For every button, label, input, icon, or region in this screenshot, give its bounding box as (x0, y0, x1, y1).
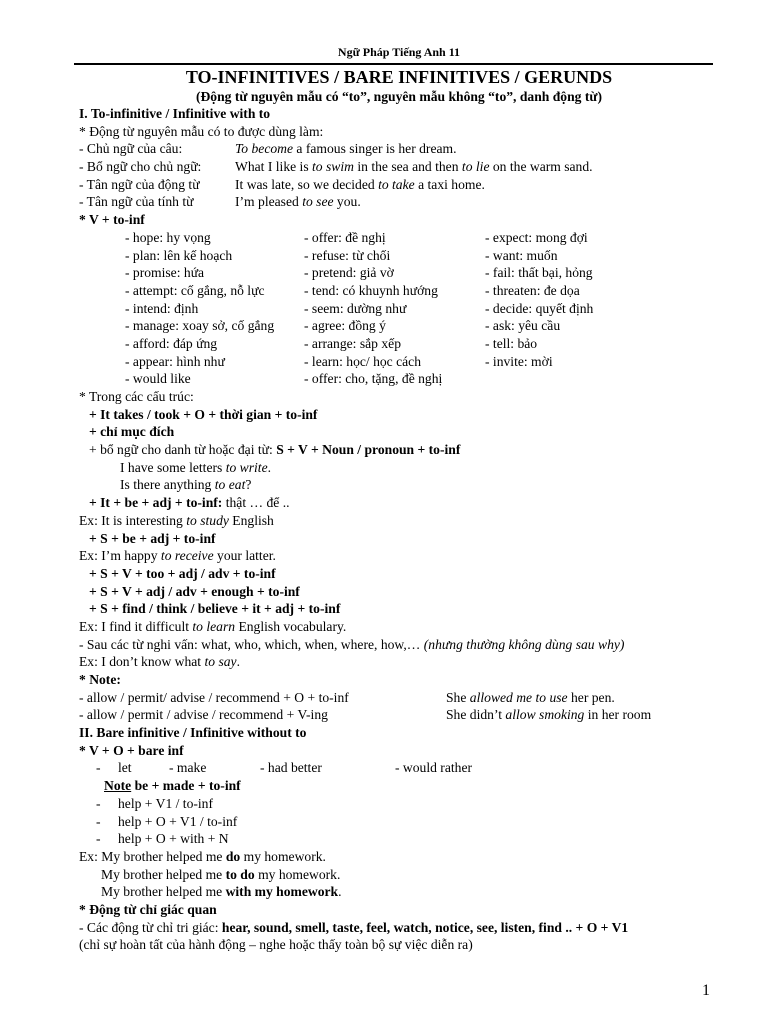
example-know: Ex: I don’t know what to say. (79, 654, 240, 670)
verb-item: - appear: hình như (125, 353, 225, 369)
help-row (79, 795, 719, 813)
verb-item: - tend: có khuynh hướng (304, 282, 438, 298)
structure-s-be-adj: + S + be + adj + to-inf (89, 530, 216, 546)
verb-item: - want: muốn (485, 247, 558, 263)
section1-intro: * Động từ nguyên mẫu có to được dùng làm: (79, 123, 324, 139)
example-letters: I have some letters to write. (120, 459, 272, 475)
example-help-1: Ex: My brother helped me do my homework. (79, 848, 326, 864)
bare-verb-row (79, 759, 719, 777)
note-rule: - allow / permit / advise / recommend + V-ing (79, 707, 328, 723)
verb-item: - hope: hy vọng (125, 229, 211, 245)
note-heading: * Note: (79, 672, 121, 687)
use-row (79, 158, 719, 176)
structure-it-be-adj: + It + be + adj + to-inf: thật … để .. (89, 495, 290, 511)
use-row (79, 140, 719, 158)
help-pattern: help + V1 / to-inf (118, 795, 214, 811)
verb-item: - tell: bảo (485, 335, 538, 351)
section1-heading: I. To-infinitive / Infinitive with to (79, 106, 271, 121)
use-label: - Tân ngữ của tính từ (79, 194, 194, 210)
verb-row (79, 264, 719, 282)
verb-item: - plan: lên kế hoạch (125, 247, 233, 263)
verb-row (79, 247, 719, 265)
page-number: 1 (702, 982, 710, 999)
note-row (79, 689, 719, 707)
verb-row (79, 300, 719, 318)
note-row (79, 706, 719, 724)
verb-row (79, 282, 719, 300)
verb-item: - fail: thất bại, hỏng (485, 265, 593, 281)
verb-item: - afford: đáp ứng (125, 335, 218, 351)
verb-item: - arrange: sắp xếp (304, 335, 401, 351)
structure-enough: + S + V + adj / adv + enough + to-inf (89, 583, 300, 599)
running-header: Ngữ Pháp Tiếng Anh 11 (337, 45, 461, 59)
verb-item: - promise: hứa (125, 265, 205, 281)
structure-complement: + bổ ngữ cho danh từ hoặc đại từ: S + V + Noun / pronoun + to-inf (89, 442, 461, 458)
verb-item: - learn: học/ học cách (304, 353, 421, 369)
verb-item: - would like (125, 371, 191, 387)
v-to-inf-heading: * V + to-inf (79, 212, 145, 228)
verb-item: - refuse: từ chối (304, 247, 391, 263)
use-example: I’m pleased to see you. (235, 194, 361, 210)
verb-item: - intend: định (125, 300, 199, 316)
structure-purpose: + chỉ mục đích (89, 424, 175, 440)
example-help-3: My brother helped me with my homework. (101, 884, 342, 900)
example-anything: Is there anything to eat? (120, 477, 252, 493)
verb-row (79, 317, 719, 335)
help-row (79, 830, 719, 848)
use-example: It was late, so we decided to take a taxi home. (235, 176, 485, 192)
verb-row (79, 353, 719, 371)
perception-note: (chỉ sự hoàn tất của hành động – nghe hoặc thấy toàn bộ sự việc diễn ra) (79, 937, 473, 953)
verb-row (79, 335, 719, 353)
bullet-dash: - (96, 760, 101, 776)
question-words: - Sau các từ nghi vấn: what, who, which, when, where, how,… (nhưng thường không dùng sau why) (79, 636, 625, 652)
bare-verb-item: - would rather (395, 760, 473, 776)
use-label: - Chủ ngữ của câu: (79, 141, 183, 157)
help-row (79, 813, 719, 831)
structure-it-takes: + It takes / took + O + thời gian + to-inf (89, 406, 318, 422)
verb-item: - offer: cho, tặng, đề nghị (304, 371, 443, 387)
example-happy: Ex: I’m happy to receive your latter. (79, 548, 276, 564)
structure-find: + S + find / think / believe + it + adj + to-inf (89, 601, 341, 617)
use-example: What I like is to swim in the sea and then to lie on the warm sand. (235, 159, 593, 175)
example-find: Ex: I find it difficult to learn English vocabulary. (79, 618, 347, 634)
note-example: She didn’t allow smoking in her room (446, 707, 652, 723)
verb-item: - offer: đề nghị (304, 229, 386, 245)
verb-item: - agree: đồng ý (304, 318, 386, 334)
verb-item: - ask: yêu cầu (485, 318, 561, 334)
use-row (79, 176, 719, 194)
use-label: - Bổ ngữ cho chủ ngữ: (79, 159, 202, 175)
perception-heading: * Động từ chỉ giác quan (79, 901, 217, 917)
verb-item: - invite: mời (485, 353, 553, 369)
document-page (79, 0, 719, 954)
help-pattern: help + O + V1 / to-inf (118, 813, 238, 829)
example-interesting: Ex: It is interesting to study English (79, 512, 274, 528)
bare-verb-item: let (118, 760, 132, 776)
use-label: - Tân ngữ của động từ (79, 176, 200, 192)
structures-intro: * Trong các cấu trúc: (79, 389, 194, 404)
verb-item: - attempt: cố gắng, nỗ lực (125, 282, 265, 298)
bullet-dash: - (96, 831, 101, 847)
section2-heading: II. Bare infinitive / Infinitive without to (79, 725, 307, 741)
verb-item: - expect: mong đợi (485, 229, 588, 245)
verb-item: - threaten: đe dọa (485, 282, 580, 298)
bare-verb-item: - had better (260, 760, 322, 776)
verb-item: - manage: xoay sở, cố gắng (125, 318, 275, 334)
verb-item: - seem: dường như (304, 300, 407, 316)
note-rule: - allow / permit/ advise / recommend + O + to-inf (79, 689, 349, 705)
verb-row (79, 229, 719, 247)
verb-row (79, 370, 719, 388)
made-note: Note be + made + to-inf (104, 778, 241, 794)
use-row (79, 193, 719, 211)
v-o-bare-heading: * V + O + bare inf (79, 742, 184, 758)
use-example: To become a famous singer is her dream. (235, 141, 457, 157)
verb-item: - pretend: giả vờ (304, 265, 394, 281)
help-pattern: help + O + with + N (118, 831, 229, 847)
bare-verb-item: - make (169, 760, 207, 776)
structure-too: + S + V + too + adj / adv + to-inf (89, 565, 276, 581)
bullet-dash: - (96, 795, 101, 811)
verb-item: - decide: quyết định (485, 300, 594, 316)
example-help-2: My brother helped me to do my homework. (101, 866, 341, 882)
bullet-dash: - (96, 813, 101, 829)
page-subtitle: (Động từ nguyên mẫu có “to”, nguyên mẫu không “to”, danh động từ) (195, 89, 603, 104)
note-example: She allowed me to use her pen. (446, 689, 615, 705)
perception-verbs: - Các động từ chỉ tri giác: hear, sound, smell, taste, feel, watch, notice, see, listen, find .. + O + V1 (79, 919, 629, 935)
page-title: TO-INFINITIVES / BARE INFINITIVES / GERUNDS (185, 67, 613, 87)
